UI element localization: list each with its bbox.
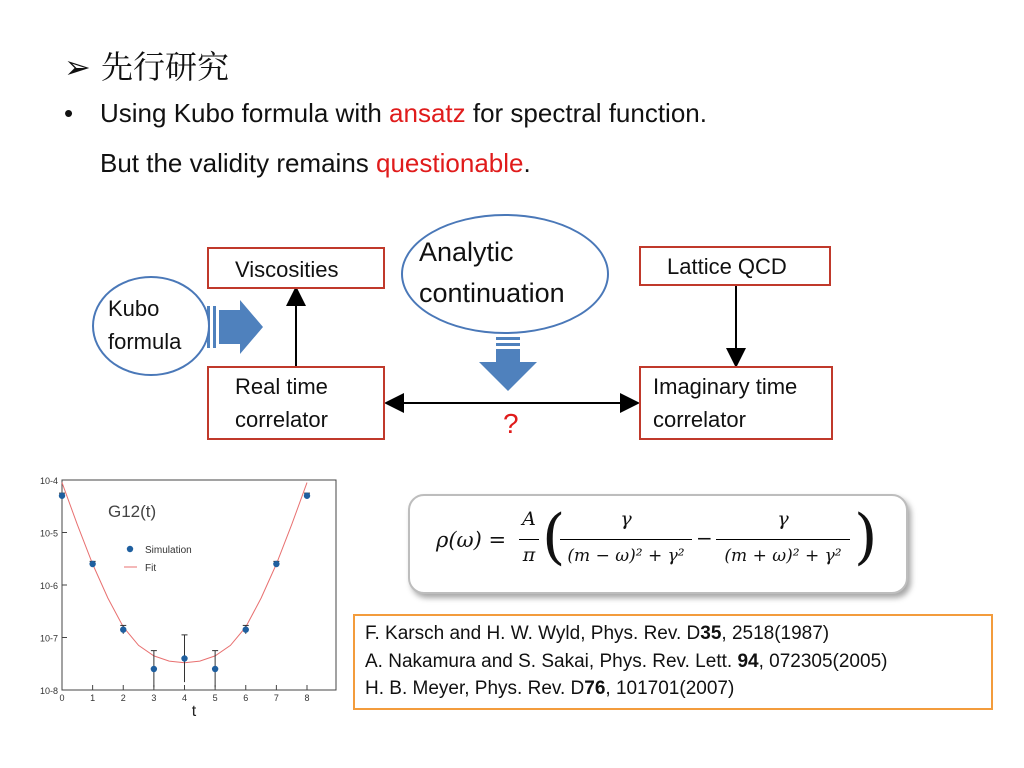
- block-arrow-right-icon: [207, 300, 263, 354]
- simulation-point: [151, 666, 157, 672]
- lattice-qcd-box: [639, 246, 831, 286]
- x-tick-label: 3: [151, 693, 157, 703]
- question-mark: ?: [503, 408, 519, 439]
- reference-3: H. B. Meyer, Phys. Rev. D76, 101701(2007): [365, 678, 735, 700]
- real-time-label-1: Real time: [235, 374, 328, 399]
- x-tick-label: 0: [59, 693, 65, 703]
- plot-frame: [62, 480, 336, 690]
- viscosities-box: [207, 247, 385, 289]
- analytic-continuation-ellipse: [401, 214, 609, 334]
- imaginary-time-label-1: Imaginary time: [653, 374, 798, 399]
- line2-questionable: questionable: [376, 148, 524, 178]
- formula-pi: π: [522, 544, 536, 566]
- formula-term1-den: (m − ω)² + γ²: [567, 546, 685, 566]
- line1-text-b: for spectral function.: [465, 98, 707, 128]
- bullet-dot-icon: •: [64, 98, 74, 128]
- kubo-label-1: Kubo: [108, 296, 160, 321]
- x-tick-label: 5: [212, 693, 218, 703]
- real-time-label-2: correlator: [235, 407, 328, 432]
- spectral-function-formula-box: [408, 494, 908, 594]
- kubo-label-2: formula: [108, 329, 182, 354]
- reference-2: A. Nakamura and S. Sakai, Phys. Rev. Lett. 94, 072305(2005): [365, 650, 888, 672]
- imaginary-time-correlator-box: [639, 366, 833, 440]
- simulation-point: [120, 626, 126, 632]
- x-axis-label: t: [191, 703, 197, 720]
- x-tick-label: 2: [120, 693, 126, 703]
- formula-right-paren: ): [854, 502, 878, 572]
- simulation-point: [304, 493, 310, 499]
- legend-fit-label: Fit: [145, 563, 157, 574]
- x-tick-label: 7: [273, 693, 279, 703]
- formula-term2-num: γ: [777, 508, 789, 530]
- analytic-label-1: Analytic: [419, 237, 514, 267]
- simulation-point: [89, 561, 95, 567]
- lattice-qcd-label: Lattice QCD: [667, 254, 787, 279]
- plot-title: G12(t): [108, 502, 157, 521]
- arrow-bullet-icon: ➢: [64, 48, 91, 86]
- simulation-point: [181, 655, 187, 661]
- simulation-point: [243, 626, 249, 632]
- simulation-point: [273, 561, 279, 567]
- formula-term1-num: γ: [620, 508, 632, 530]
- y-tick-label: 10-4: [39, 476, 58, 486]
- y-tick-label: 10-8: [39, 686, 58, 696]
- x-tick-label: 8: [304, 693, 310, 703]
- line1-ansatz: ansatz: [389, 98, 466, 128]
- formula-lhs: ρ(ω) =: [436, 528, 507, 552]
- references-box: [353, 614, 993, 710]
- x-tick-label: 4: [181, 693, 188, 703]
- correlator-plot: [30, 470, 340, 720]
- formula-A: A: [522, 508, 536, 530]
- x-tick-label: 1: [90, 693, 96, 703]
- heading-text: 先行研究: [100, 48, 229, 86]
- x-tick-label: 6: [243, 693, 249, 703]
- formula-minus: −: [696, 526, 713, 550]
- line2-text-a: But the validity remains: [100, 148, 377, 178]
- simulation-point: [59, 493, 65, 499]
- imaginary-time-label-2: correlator: [653, 407, 746, 432]
- legend-simulation-label: Simulation: [145, 545, 192, 556]
- line1-text-a: Using Kubo formula with: [100, 98, 390, 128]
- simulation-point: [212, 666, 218, 672]
- real-time-correlator-box: [207, 366, 385, 440]
- y-tick-label: 10-5: [39, 528, 58, 539]
- reference-1: F. Karsch and H. W. Wyld, Phys. Rev. D35, 2518(1987): [365, 623, 830, 644]
- y-tick-label: 10-6: [39, 581, 58, 591]
- y-tick-label: 10-7: [39, 633, 58, 644]
- line2-text-b: .: [523, 148, 531, 178]
- formula-left-paren: (: [542, 502, 566, 572]
- analytic-label-2: continuation: [419, 277, 565, 308]
- kubo-formula-ellipse: [92, 276, 210, 376]
- block-arrow-down-icon: [479, 337, 537, 391]
- formula-term2-den: (m + ω)² + γ²: [724, 546, 842, 566]
- viscosities-label: Viscosities: [235, 257, 339, 282]
- legend-simulation-marker: [127, 546, 133, 552]
